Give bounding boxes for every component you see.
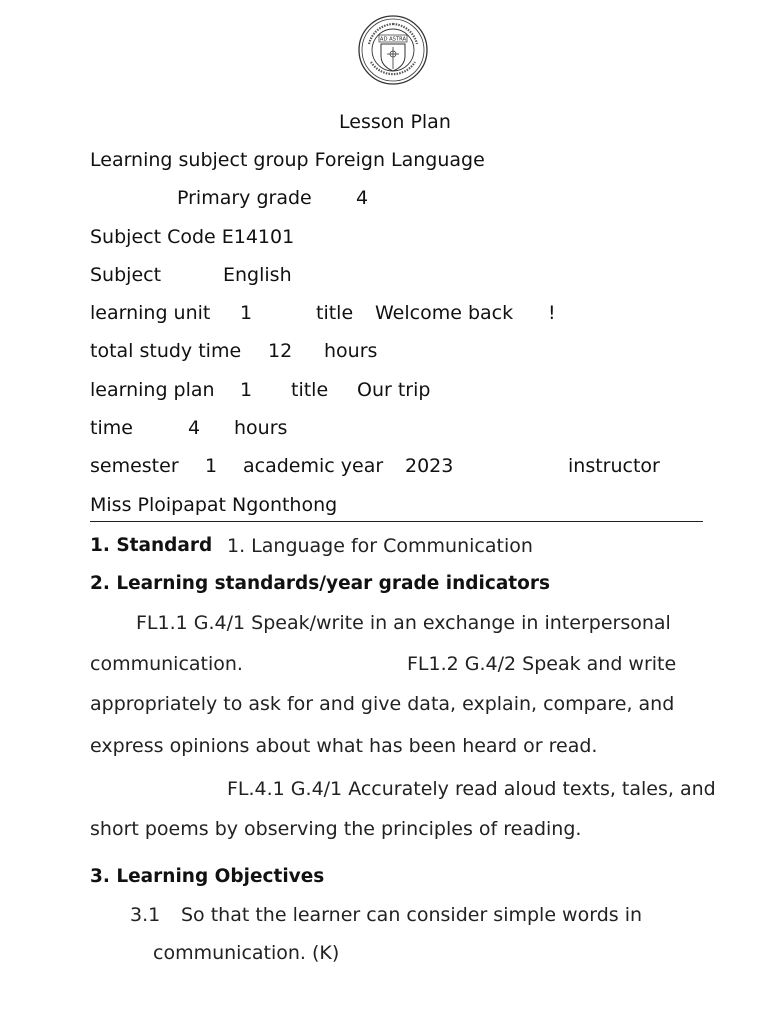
subject-label: Subject: [90, 264, 162, 286]
semester-label: semester: [90, 455, 179, 477]
time-value: 4: [188, 417, 201, 439]
school-seal-icon: [357, 14, 429, 86]
subject-group: Learning subject group Foreign Language: [90, 149, 485, 171]
header-divider: [90, 521, 703, 522]
total-time-value: 12: [268, 340, 293, 362]
page-title: Lesson Plan: [339, 111, 451, 133]
indicator-line-2b: FL1.2 G.4/2 Speak and write: [407, 653, 677, 675]
subject-value: English: [223, 264, 292, 286]
unit-value: 1: [240, 302, 253, 324]
grade-label: Primary grade: [177, 187, 312, 209]
standard-heading: 1. Standard: [90, 535, 213, 556]
grade-value: 4: [356, 187, 369, 209]
total-time-unit: hours: [324, 340, 378, 362]
plan-title-label: title: [291, 379, 329, 401]
year-label: academic year: [243, 455, 384, 477]
objective-number: 3.1: [130, 904, 161, 926]
unit-title-punct: !: [548, 302, 556, 324]
indicator-line-1: FL1.1 G.4/1 Speak/write in an exchange in interpersonal: [136, 612, 671, 634]
unit-title-label: title: [316, 302, 354, 324]
seal-motto: AD ASTRA: [379, 36, 407, 43]
objective-line-2: communication. (K): [153, 942, 340, 964]
indicator-line-2a: communication.: [90, 653, 243, 675]
semester-value: 1: [205, 455, 218, 477]
instructor-label: instructor: [568, 455, 660, 477]
instructor-name: Miss Ploipapat Ngonthong: [90, 494, 338, 516]
time-unit: hours: [234, 417, 288, 439]
standard-text: 1. Language for Communication: [227, 535, 533, 557]
year-value: 2023: [405, 455, 454, 477]
plan-value: 1: [240, 379, 253, 401]
indicator-line-4: express opinions about what has been heard or read.: [90, 735, 598, 757]
indicator-line-5: FL.4.1 G.4/1 Accurately read aloud texts, tales, and: [227, 778, 716, 800]
plan-label: learning plan: [90, 379, 215, 401]
unit-title-value: Welcome back: [375, 302, 514, 324]
indicator-line-6: short poems by observing the principles of reading.: [90, 818, 582, 840]
subject-code: Subject Code E14101: [90, 226, 295, 248]
unit-label: learning unit: [90, 302, 211, 324]
indicator-line-3: appropriately to ask for and give data, explain, compare, and: [90, 693, 675, 715]
objective-line-1: So that the learner can consider simple words in: [181, 904, 643, 926]
indicators-heading: 2. Learning standards/year grade indicators: [90, 573, 550, 594]
plan-title-value: Our trip: [357, 379, 431, 401]
time-label: time: [90, 417, 133, 439]
total-time-label: total study time: [90, 340, 242, 362]
objectives-heading: 3. Learning Objectives: [90, 866, 325, 887]
